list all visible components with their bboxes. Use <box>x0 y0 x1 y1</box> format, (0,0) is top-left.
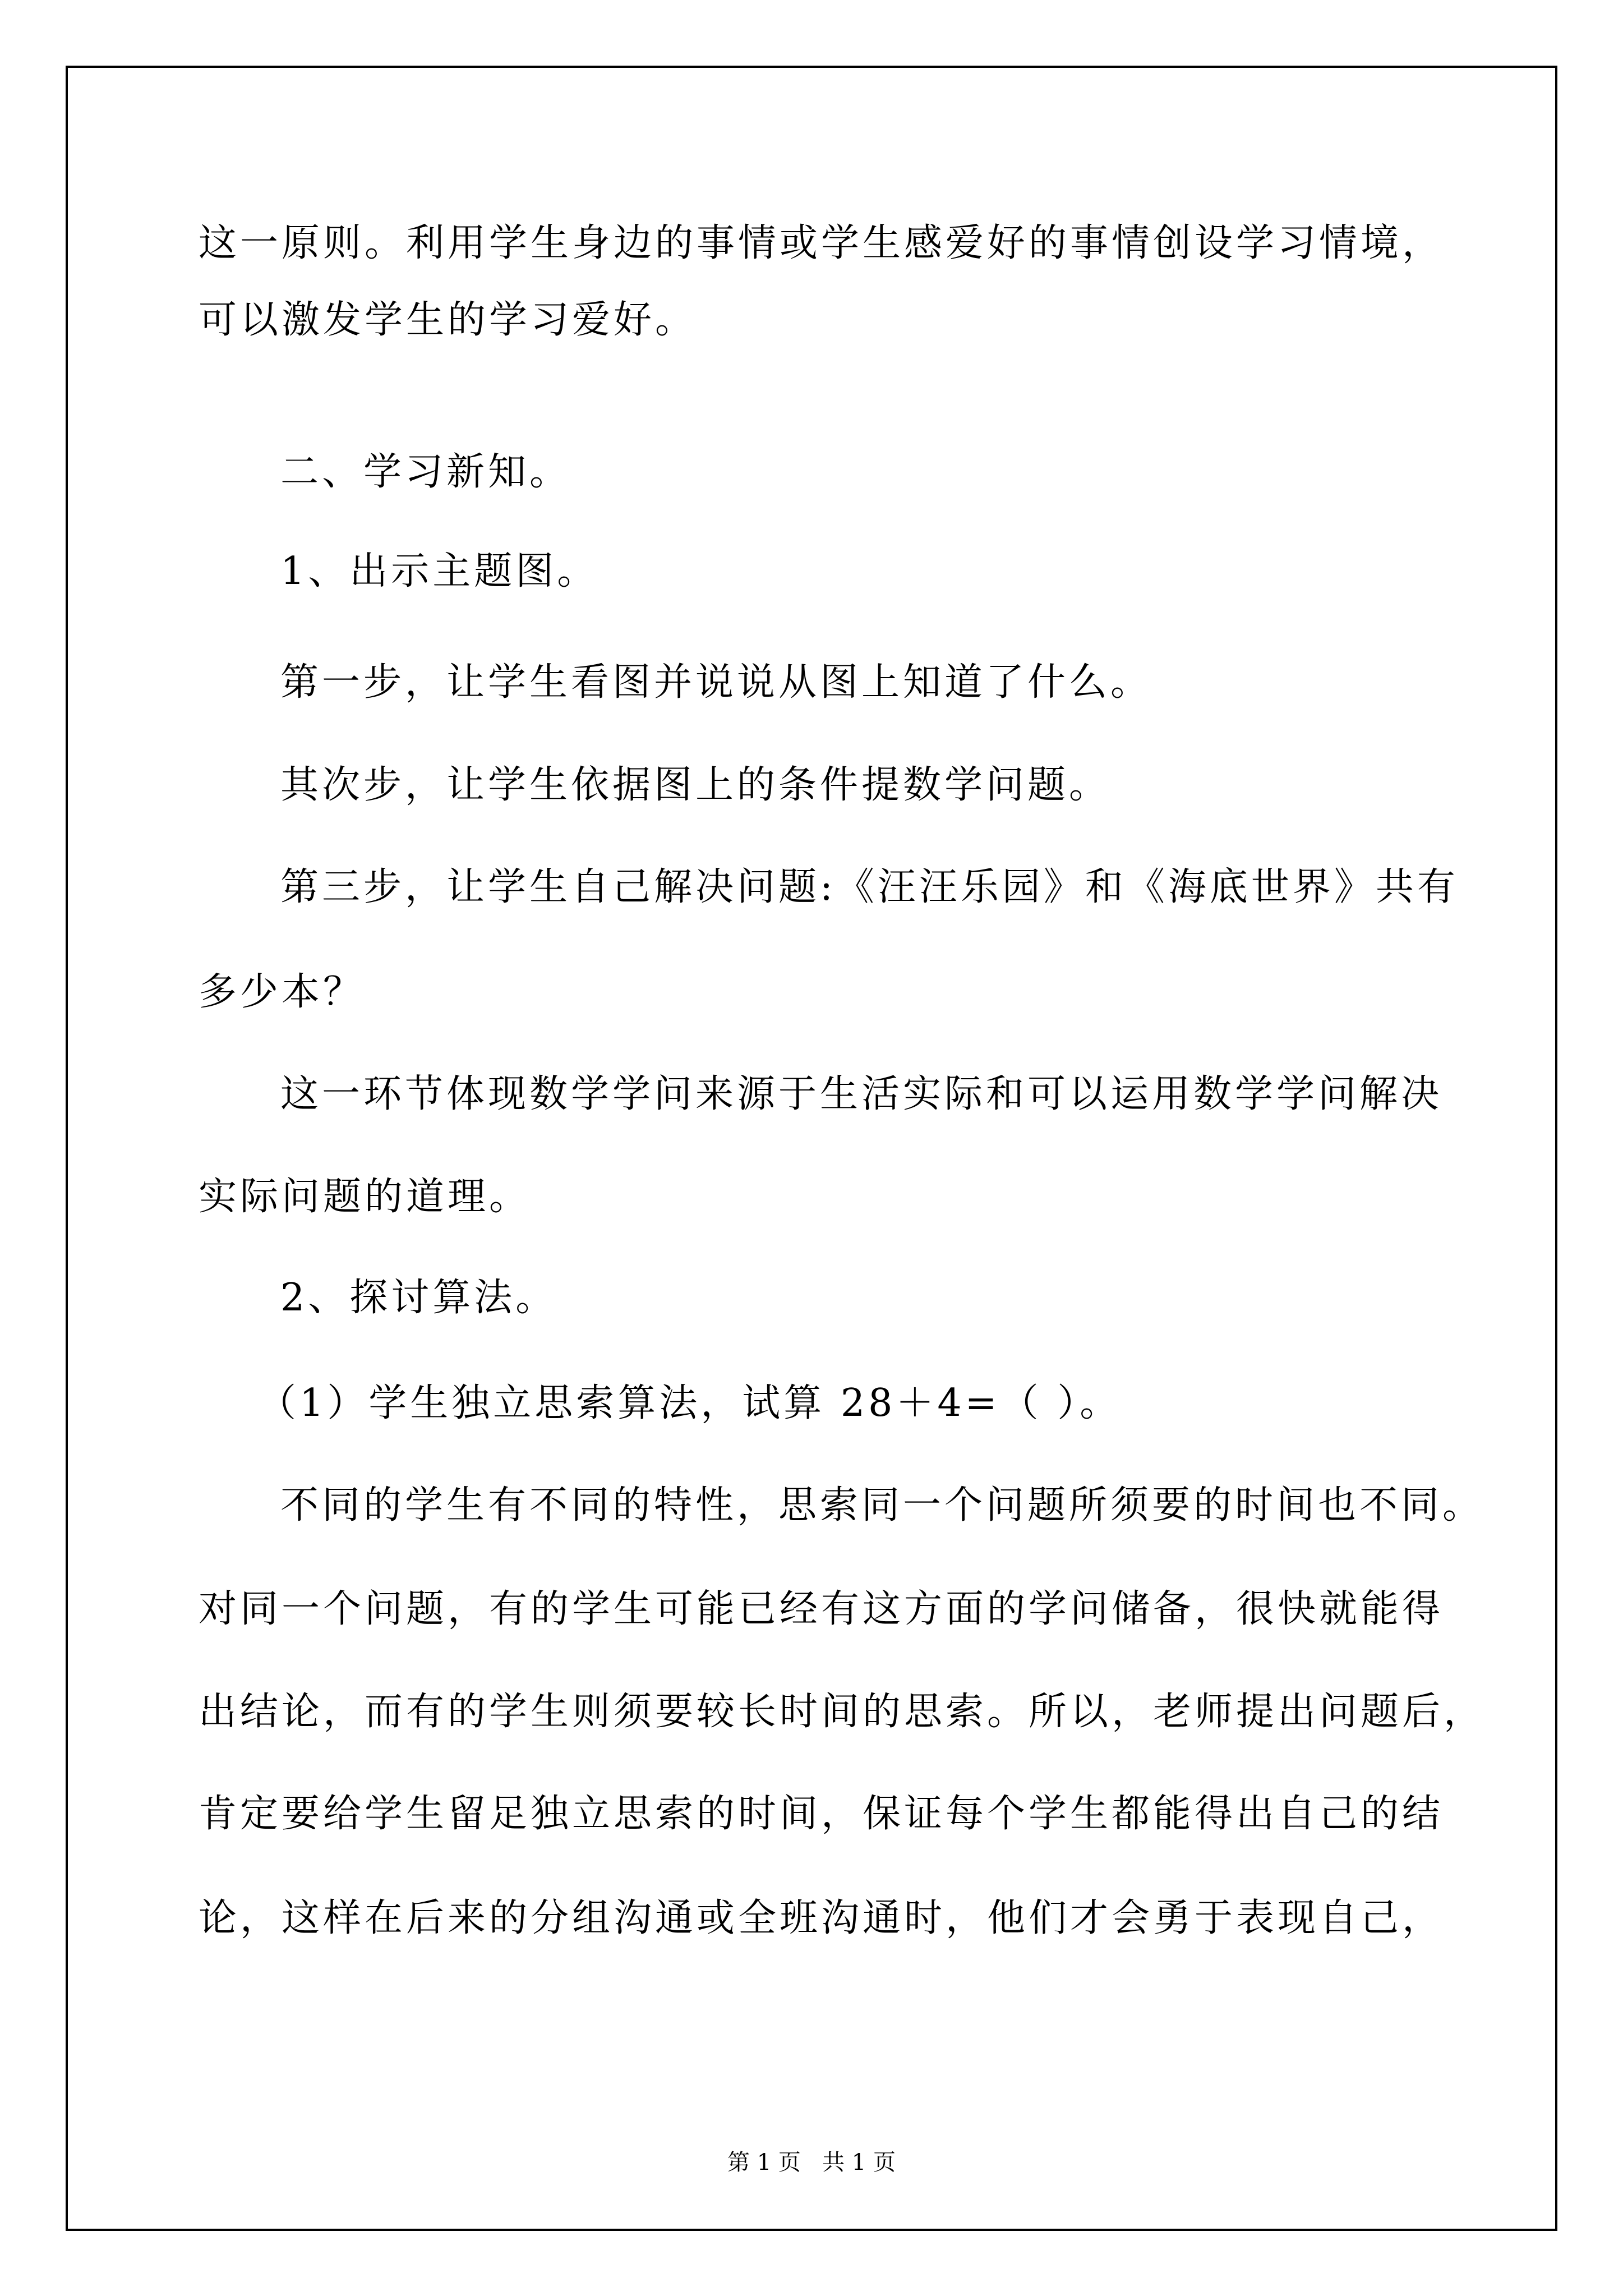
body-line-para-4: 肯定要给学生留足独立思索的时间，保证每个学生都能得出自己的结 <box>199 1792 1444 1836</box>
body-line-para-5: 论，这样在后来的分组沟通或全班沟通时，他们才会勇于表现自己， <box>199 1896 1444 1940</box>
subsection-heading-explore-algorithm: 2、探讨算法。 <box>280 1276 557 1320</box>
body-line-step3: 第三步，让学生自己解决问题:《汪汪乐园》和《海底世界》共有 <box>280 865 1459 909</box>
body-line-2: 可以激发学生的学习爱好。 <box>199 298 697 342</box>
body-line-reflection: 这一环节体现数学学问来源于生活实际和可以运用数学学问解决 <box>280 1072 1443 1116</box>
body-line-step3-cont: 多少本？ <box>199 970 365 1014</box>
body-line-1: 这一原则。利用学生身边的事情或学生感爱好的事情创设学习情境， <box>199 221 1444 265</box>
body-line-para-2: 对同一个问题，有的学生可能已经有这方面的学问储备，很快就能得 <box>199 1587 1444 1631</box>
page-footer: 第 1 页 共 1 页 <box>727 2150 896 2175</box>
subsection-heading-show-theme: 1、出示主题图。 <box>280 549 599 593</box>
section-heading-learn-new: 二、学习新知。 <box>280 450 571 494</box>
body-line-step1: 第一步，让学生看图并说说从图上知道了什么。 <box>280 660 1152 705</box>
body-line-reflection-cont: 实际问题的道理。 <box>199 1175 531 1219</box>
body-line-step2: 其次步，让学生依据图上的条件提数学问题。 <box>280 763 1111 807</box>
body-line-para-3: 出结论，而有的学生则须要较长时间的思索。所以，老师提出问题后， <box>199 1690 1486 1734</box>
body-line-trial-calc: （1）学生独立思索算法，试算 28＋4=（ ）。 <box>258 1381 1122 1425</box>
body-line-para-1: 不同的学生有不同的特性，思索同一个问题所须要的时间也不同。 <box>280 1483 1484 1527</box>
